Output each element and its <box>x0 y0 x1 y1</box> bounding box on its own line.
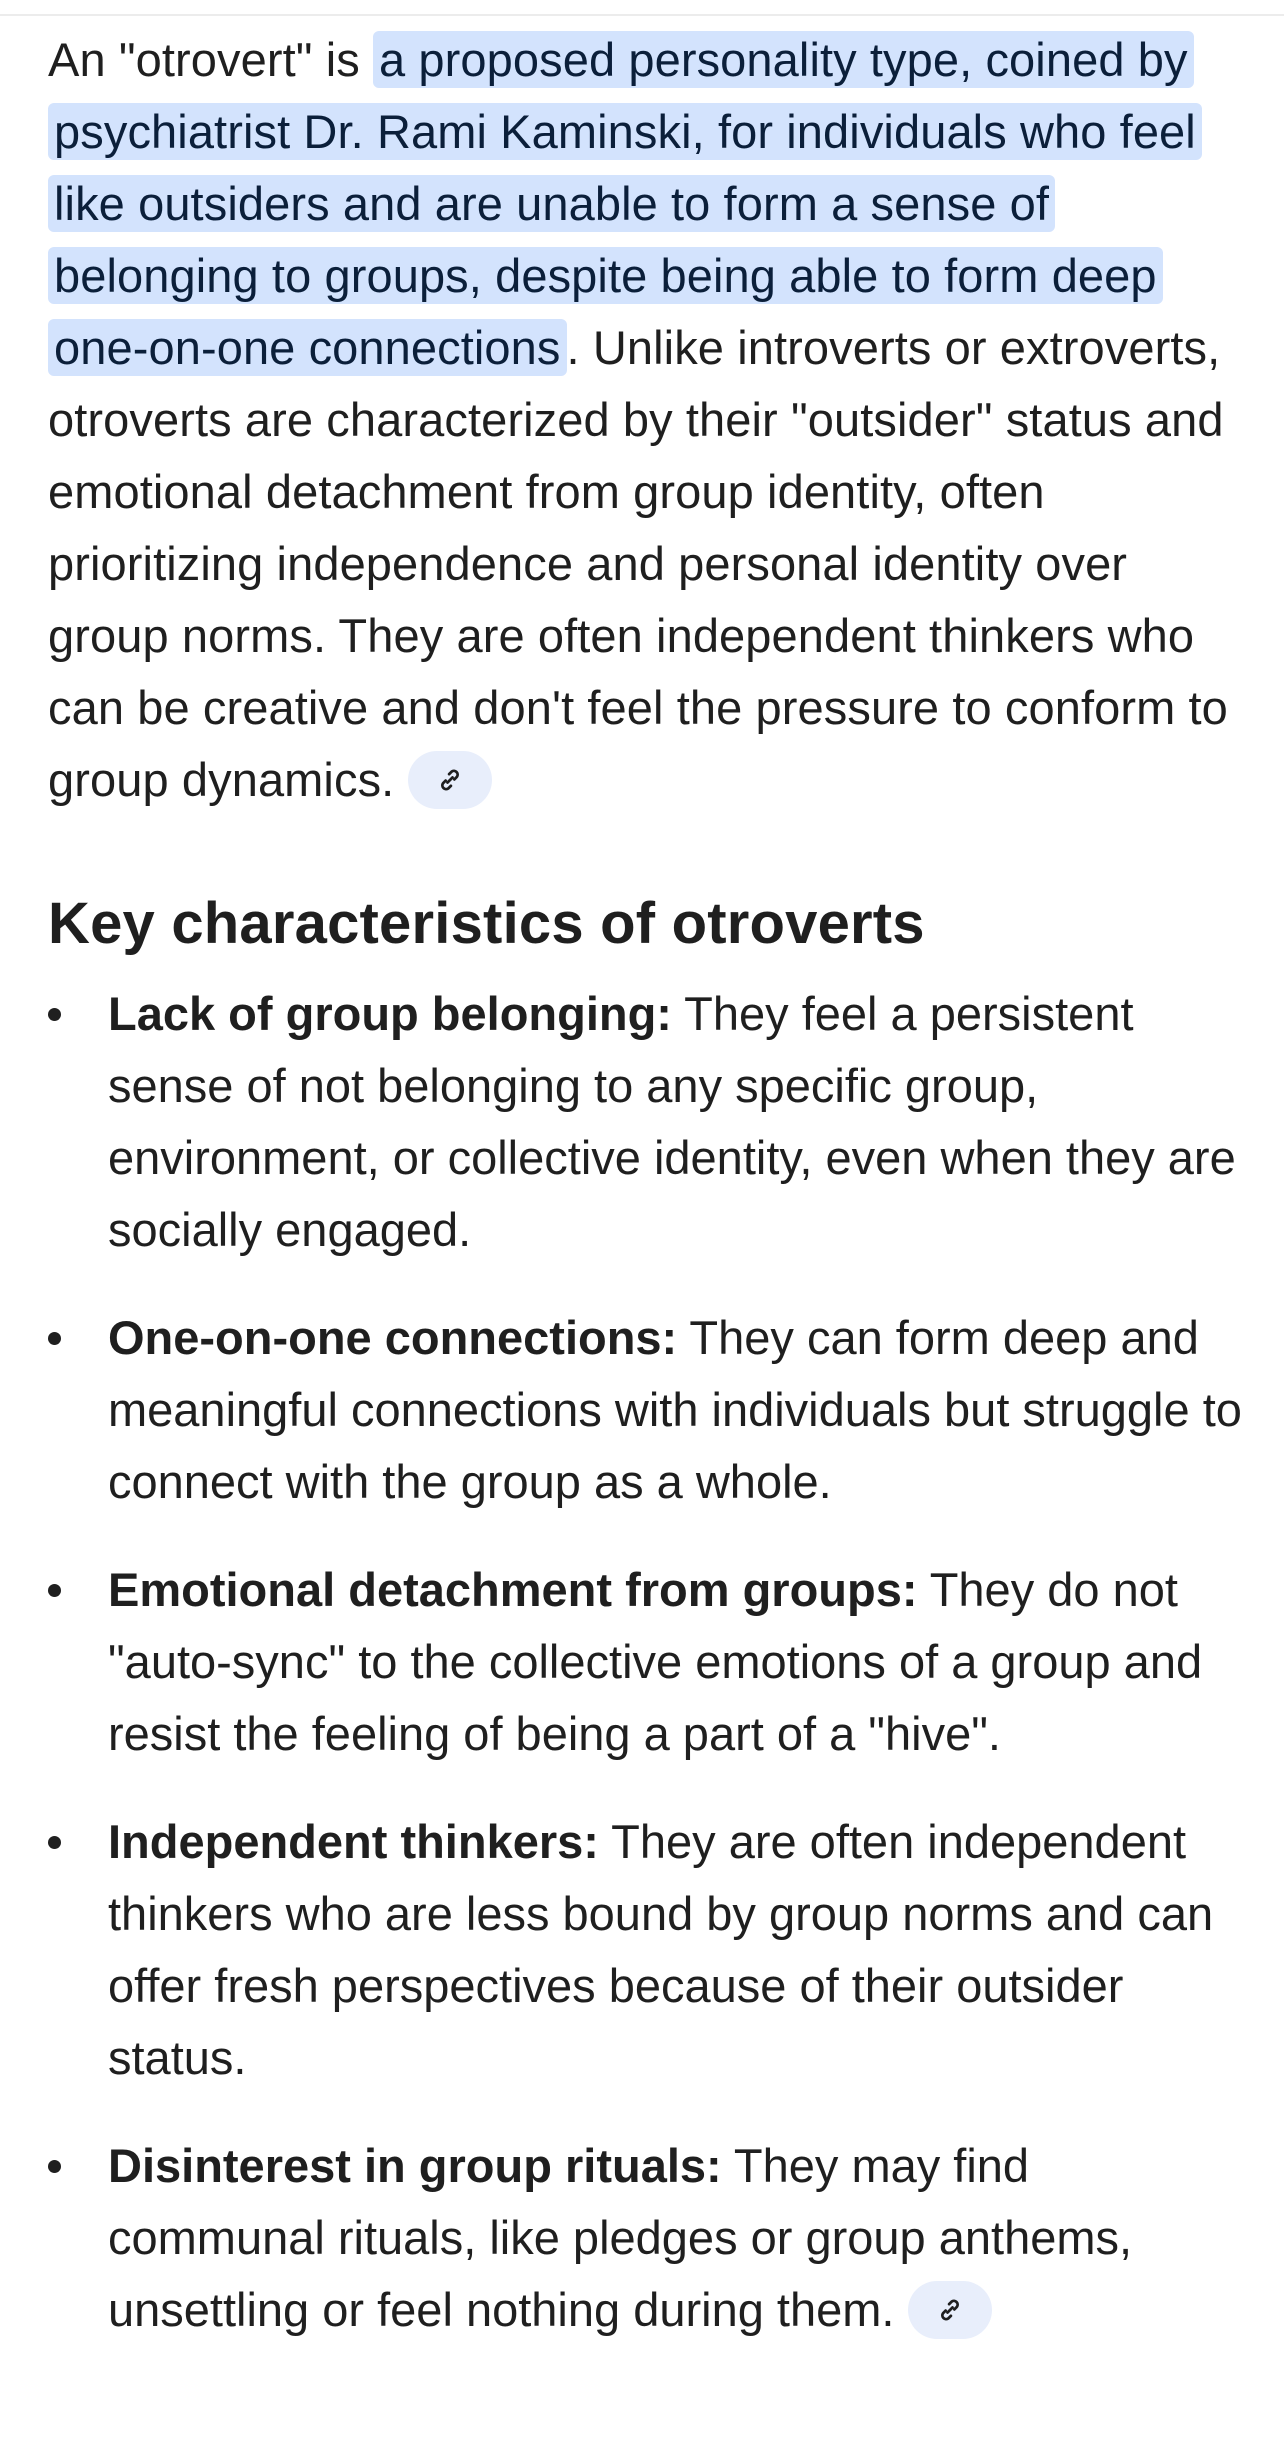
bullet-icon <box>48 1332 61 1345</box>
intro-lead: An "otrovert" is <box>48 33 374 86</box>
list-item-text: They can form deep and meaningful connections with individuals but struggle to connect with the group as a whole. <box>108 1311 1242 1508</box>
link-icon <box>434 765 466 795</box>
list-item <box>48 978 1248 1266</box>
top-divider <box>0 14 1284 16</box>
bullet-icon <box>48 1836 61 1849</box>
source-link-button[interactable] <box>908 2281 992 2339</box>
list-item-text: They do not "auto-sync" to the collective emotions of a group and resist the feeling of being a part of a "hive". <box>108 1563 1203 1760</box>
list-item-text: They are often independent thinkers who are less bound by group norms and can offer fresh perspectives because of their outsider status. <box>108 1815 1214 2084</box>
bullet-icon <box>48 1584 61 1597</box>
list-item-term: Emotional detachment from groups: <box>108 1563 918 1616</box>
characteristics-list <box>48 978 1248 2346</box>
list-item <box>48 1302 1248 1518</box>
section-heading: Key characteristics of otroverts <box>48 891 925 956</box>
highlighted-definition: a proposed personality type, coined by psychiatrist Dr. Rami Kaminski, for individuals who feel like outsiders and are unable to form a sense of belonging to groups, despite being able to form deep one-on-one connections <box>48 31 1202 376</box>
list-item <box>48 1806 1248 2094</box>
list-item-term: Lack of group belonging: <box>108 987 672 1040</box>
intro-paragraph <box>48 24 1248 816</box>
list-item-term: One-on-one connections: <box>108 1311 678 1364</box>
list-item <box>48 2130 1248 2346</box>
list-item-term: Independent thinkers: <box>108 1815 599 1868</box>
list-item <box>48 1554 1248 1770</box>
link-icon <box>934 2295 966 2325</box>
intro-rest: . Unlike introverts or extroverts, otroverts are characterized by their "outsider" status and emotional detachment from group identity, often prioritizing independence and personal identity over group norms. They are often independent thinkers who can be creative and don't feel the pressure to conform to group dynamics. <box>48 321 1228 806</box>
bullet-icon <box>48 1008 61 1021</box>
answer-content <box>48 24 1248 2382</box>
bullet-icon <box>48 2160 61 2173</box>
list-item-text: They may find communal rituals, like pledges or group anthems, unsettling or feel nothing during them. <box>108 2139 1133 2336</box>
source-link-button[interactable] <box>408 751 492 809</box>
list-item-term: Disinterest in group rituals: <box>108 2139 722 2192</box>
list-item-text: They feel a persistent sense of not belonging to any specific group, environment, or collective identity, even when they are socially engaged. <box>108 987 1236 1256</box>
